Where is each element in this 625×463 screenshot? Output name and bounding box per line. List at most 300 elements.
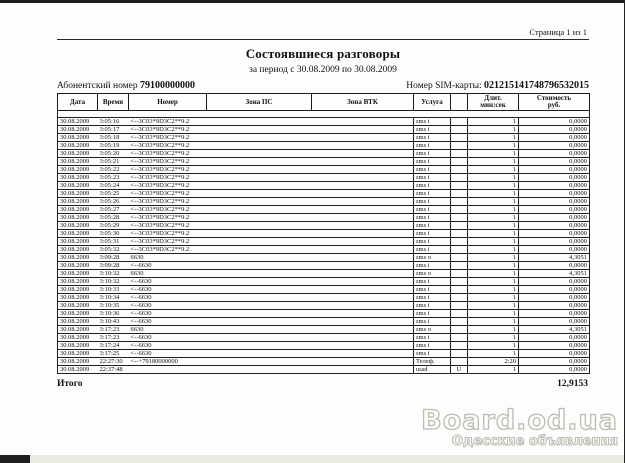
cell-date: 30.08.2009 <box>58 270 98 278</box>
cell-zps <box>207 358 312 366</box>
call-record-row <box>58 270 590 278</box>
cell-time: 3:05:19 <box>98 142 129 150</box>
call-record-row <box>58 318 590 326</box>
cell-time: 3:05:25 <box>98 190 129 198</box>
cell-flag <box>451 190 468 198</box>
col-header-date: Дата <box>58 94 98 111</box>
call-record-row <box>58 294 590 302</box>
cell-cost: 0,0000 <box>519 334 590 342</box>
cell-time: 3:05:23 <box>98 174 129 182</box>
cell-flag <box>451 286 468 294</box>
call-record-row <box>58 278 590 286</box>
cell-time: 3:05:26 <box>98 198 129 206</box>
cell-zvtk <box>312 286 414 294</box>
cell-zvtk <box>312 246 414 254</box>
cell-svc: sms o <box>414 326 451 334</box>
cell-time: 3:17:23 <box>98 334 129 342</box>
cell-zvtk <box>312 262 414 270</box>
cell-svc: sms i <box>414 174 451 182</box>
cell-flag <box>451 214 468 222</box>
call-record-row <box>58 310 590 318</box>
cell-num <box>129 366 207 374</box>
cell-date: 30.08.2009 <box>58 174 98 182</box>
cell-num: <--6630 <box>129 310 207 318</box>
call-record-row <box>58 150 590 158</box>
cell-dur: 1 <box>468 270 519 278</box>
cell-flag <box>451 222 468 230</box>
cell-date: 30.08.2009 <box>58 326 98 334</box>
cell-zvtk <box>312 310 414 318</box>
cell-cost: 0,0000 <box>519 198 590 206</box>
cell-num: <--3C03*9D3C2**9.2 <box>129 118 207 126</box>
cell-num: <--6630 <box>129 286 207 294</box>
call-record-row <box>58 246 590 254</box>
call-record-row <box>58 286 590 294</box>
cell-time: 3:05:22 <box>98 166 129 174</box>
cell-flag <box>451 262 468 270</box>
cell-num: <--3C03*9D3C2**9.2 <box>129 174 207 182</box>
cell-zps <box>207 142 312 150</box>
cell-num: <--3C03*9D3C2**9.2 <box>129 150 207 158</box>
cell-svc: sms i <box>414 118 451 126</box>
cell-num: 6630 <box>129 270 207 278</box>
cell-dur: 1 <box>468 166 519 174</box>
cell-date: 30.08.2009 <box>58 318 98 326</box>
call-record-row <box>58 334 590 342</box>
cell-date: 30.08.2009 <box>58 238 98 246</box>
col-header-dur: Длит. мин:сек <box>468 94 519 111</box>
cell-flag <box>451 358 468 366</box>
cell-zps <box>207 182 312 190</box>
cell-flag <box>451 182 468 190</box>
cell-date: 30.08.2009 <box>58 246 98 254</box>
col-header-zps: Зона ПС <box>207 94 312 111</box>
cell-zps <box>207 230 312 238</box>
cell-cost: 0,0000 <box>519 166 590 174</box>
cell-svc: sms i <box>414 190 451 198</box>
cell-zvtk <box>312 134 414 142</box>
call-record-row <box>58 262 590 270</box>
cell-date: 30.08.2009 <box>58 342 98 350</box>
cell-num: <--3C03*9D3C2**9.2 <box>129 214 207 222</box>
cell-zvtk <box>312 342 414 350</box>
cell-flag <box>451 158 468 166</box>
cell-flag <box>451 246 468 254</box>
cell-date: 30.08.2009 <box>58 158 98 166</box>
cell-cost: 0,0000 <box>519 358 590 366</box>
cell-zps <box>207 326 312 334</box>
cell-num: <--3C03*9D3C2**9.2 <box>129 238 207 246</box>
cell-svc: sms i <box>414 278 451 286</box>
header-rule <box>57 39 589 40</box>
cell-cost: 0,0000 <box>519 310 590 318</box>
cell-flag <box>451 174 468 182</box>
col-header-time: Время <box>98 94 129 111</box>
cell-flag <box>451 238 468 246</box>
cell-cost: 0,0000 <box>519 238 590 246</box>
cell-dur: 1 <box>468 214 519 222</box>
report-title: Состоявшиеся разговоры <box>245 46 401 61</box>
cell-svc: sms i <box>414 310 451 318</box>
cell-zps <box>207 150 312 158</box>
call-record-row <box>58 206 590 214</box>
cell-num: <--6630 <box>129 278 207 286</box>
cell-svc: sms i <box>414 126 451 134</box>
cell-flag <box>451 334 468 342</box>
cell-zvtk <box>312 198 414 206</box>
cell-zps <box>207 262 312 270</box>
cell-svc: sms i <box>414 350 451 358</box>
cell-zvtk <box>312 214 414 222</box>
cell-time: 22:37:48 <box>98 366 129 374</box>
call-record-row <box>58 366 590 374</box>
cell-num: <--6630 <box>129 334 207 342</box>
cell-svc: sms i <box>414 238 451 246</box>
cell-dur: 1 <box>468 206 519 214</box>
cell-dur: 1 <box>468 350 519 358</box>
cell-dur: 1 <box>468 334 519 342</box>
cell-date: 30.08.2009 <box>58 222 98 230</box>
call-record-row <box>58 342 590 350</box>
call-record-row <box>58 358 590 366</box>
cell-time: 22:27:30 <box>98 358 129 366</box>
cell-num: <--6630 <box>129 318 207 326</box>
cell-cost: 0,0000 <box>519 206 590 214</box>
cell-svc: sms i <box>414 294 451 302</box>
cell-num: <--6630 <box>129 302 207 310</box>
cell-cost: 0,0000 <box>519 134 590 142</box>
cell-svc: sms i <box>414 198 451 206</box>
cell-date: 30.08.2009 <box>58 134 98 142</box>
call-record-row <box>58 198 590 206</box>
cell-zps <box>207 206 312 214</box>
cell-svc: sms o <box>414 254 451 262</box>
cell-date: 30.08.2009 <box>58 310 98 318</box>
cell-date: 30.08.2009 <box>58 198 98 206</box>
cell-date: 30.08.2009 <box>58 254 98 262</box>
cell-cost: 0,0000 <box>519 158 590 166</box>
cell-zps <box>207 134 312 142</box>
totals-value: 12,9153 <box>557 379 588 390</box>
cell-dur: 1 <box>468 230 519 238</box>
call-record-row <box>58 222 590 230</box>
cell-time: 3:05:17 <box>98 126 129 134</box>
watermark-site-name: Board.od.ua <box>421 405 618 436</box>
col-header-cost: Стоимость руб. <box>519 94 590 111</box>
cell-zps <box>207 254 312 262</box>
cell-svc: sms i <box>414 302 451 310</box>
cell-zps <box>207 198 312 206</box>
cell-zps <box>207 278 312 286</box>
call-record-row <box>58 254 590 262</box>
cell-time: 3:10:34 <box>98 294 129 302</box>
page-number-label: Страница 1 из 1 <box>529 27 587 37</box>
cell-flag <box>451 302 468 310</box>
bottom-strip <box>0 455 625 463</box>
calls-table-body <box>58 111 590 374</box>
cell-dur: 1 <box>468 198 519 206</box>
cell-flag <box>451 166 468 174</box>
col-header-zvtk: Зона ВТК <box>312 94 414 111</box>
cell-num: <--3C03*9D3C2**9.2 <box>129 166 207 174</box>
cell-dur: 1 <box>468 254 519 262</box>
cell-zvtk <box>312 150 414 158</box>
cell-date: 30.08.2009 <box>58 190 98 198</box>
cell-svc: ussd <box>414 366 451 374</box>
cell-num: <--6630 <box>129 342 207 350</box>
cell-date: 30.08.2009 <box>58 118 98 126</box>
calls-table-header <box>58 94 590 111</box>
cell-cost: 0,0000 <box>519 262 590 270</box>
cell-dur: 1 <box>468 238 519 246</box>
cell-svc: sms i <box>414 342 451 350</box>
cell-num: <--6630 <box>129 350 207 358</box>
cell-dur: 1 <box>468 342 519 350</box>
cell-time: 3:10:32 <box>98 278 129 286</box>
cell-svc: sms i <box>414 230 451 238</box>
cell-zps <box>207 342 312 350</box>
cell-cost: 0,0000 <box>519 302 590 310</box>
cell-flag <box>451 270 468 278</box>
cell-dur: 1 <box>468 262 519 270</box>
cell-num: <--3C03*9D3C2**9.2 <box>129 222 207 230</box>
cell-num: <--3C03*9D3C2**9.2 <box>129 198 207 206</box>
cell-dur: 1 <box>468 158 519 166</box>
cell-num: 6630 <box>129 254 207 262</box>
cell-zvtk <box>312 182 414 190</box>
cell-flag <box>451 318 468 326</box>
cell-zps <box>207 190 312 198</box>
cell-dur: 1 <box>468 142 519 150</box>
cell-dur: 1 <box>468 126 519 134</box>
cell-time: 3:05:21 <box>98 158 129 166</box>
cell-flag <box>451 126 468 134</box>
call-record-row <box>58 118 590 126</box>
cell-zvtk <box>312 174 414 182</box>
cell-time: 3:05:16 <box>98 118 129 126</box>
billing-report-page <box>57 3 589 389</box>
subscriber-number-label: Абонентский номер <box>57 81 138 91</box>
cell-svc: sms o <box>414 270 451 278</box>
cell-zps <box>207 246 312 254</box>
cell-cost: 0,0000 <box>519 286 590 294</box>
cell-zps <box>207 270 312 278</box>
cell-flag <box>451 198 468 206</box>
cell-num: <--+79180000000 <box>129 358 207 366</box>
cell-flag <box>451 142 468 150</box>
cell-dur: 1 <box>468 286 519 294</box>
cell-time: 3:05:31 <box>98 238 129 246</box>
cell-date: 30.08.2009 <box>58 334 98 342</box>
cell-date: 30.08.2009 <box>58 350 98 358</box>
cell-flag <box>451 350 468 358</box>
call-record-row <box>58 214 590 222</box>
cell-flag <box>451 230 468 238</box>
call-record-row <box>58 230 590 238</box>
watermark-tagline: Одесские объявления <box>451 434 618 449</box>
cell-dur: 1 <box>468 318 519 326</box>
cell-svc: sms i <box>414 182 451 190</box>
cell-dur: 1 <box>468 302 519 310</box>
cell-num: <--3C03*9D3C2**9.2 <box>129 126 207 134</box>
sim-number-value: 021215141748796532015 <box>484 80 589 91</box>
cell-time: 3:17:23 <box>98 326 129 334</box>
cell-zvtk <box>312 278 414 286</box>
cell-cost: 0,0000 <box>519 342 590 350</box>
cell-zps <box>207 318 312 326</box>
cell-svc: sms i <box>414 318 451 326</box>
cell-zvtk <box>312 230 414 238</box>
cell-dur: 2:20 <box>468 358 519 366</box>
cell-num: <--3C03*9D3C2**9.2 <box>129 190 207 198</box>
cell-zvtk <box>312 254 414 262</box>
cell-svc: sms i <box>414 246 451 254</box>
cell-dur: 1 <box>468 174 519 182</box>
cell-date: 30.08.2009 <box>58 294 98 302</box>
cell-svc: sms i <box>414 142 451 150</box>
cell-cost: 4,3051 <box>519 270 590 278</box>
totals-row <box>57 379 589 389</box>
subscriber-number-value: 79100000000 <box>140 80 195 91</box>
cell-time: 3:05:18 <box>98 134 129 142</box>
cell-time: 3:05:32 <box>98 246 129 254</box>
cell-zvtk <box>312 222 414 230</box>
cell-date: 30.08.2009 <box>58 230 98 238</box>
col-header-flag <box>451 94 468 111</box>
cell-zps <box>207 366 312 374</box>
cell-date: 30.08.2009 <box>58 366 98 374</box>
call-record-row <box>58 302 590 310</box>
cell-time: 3:10:33 <box>98 286 129 294</box>
cell-date: 30.08.2009 <box>58 302 98 310</box>
cell-dur: 1 <box>468 366 519 374</box>
cell-time: 3:10:32 <box>98 270 129 278</box>
cell-zvtk <box>312 238 414 246</box>
cell-zvtk <box>312 318 414 326</box>
call-record-row <box>58 174 590 182</box>
call-record-row <box>58 126 590 134</box>
cell-dur: 1 <box>468 326 519 334</box>
cell-zvtk <box>312 166 414 174</box>
cell-time: 3:09:28 <box>98 254 129 262</box>
cell-num: <--3C03*9D3C2**9.2 <box>129 134 207 142</box>
cell-date: 30.08.2009 <box>58 166 98 174</box>
cell-time: 3:10:36 <box>98 310 129 318</box>
cell-cost: 0,0000 <box>519 294 590 302</box>
cell-time: 3:10:43 <box>98 318 129 326</box>
cell-dur: 1 <box>468 190 519 198</box>
cell-time: 3:05:30 <box>98 230 129 238</box>
cell-dur: 1 <box>468 222 519 230</box>
cell-zps <box>207 118 312 126</box>
call-record-row <box>58 166 590 174</box>
cell-flag <box>451 134 468 142</box>
bottom-left-chip <box>0 455 30 463</box>
cell-time: 3:10:35 <box>98 302 129 310</box>
cell-num: <--6630 <box>129 294 207 302</box>
cell-svc: Телеф. <box>414 358 451 366</box>
cell-dur: 1 <box>468 294 519 302</box>
call-record-row <box>58 326 590 334</box>
cell-svc: sms i <box>414 262 451 270</box>
cell-svc: sms i <box>414 134 451 142</box>
cell-flag <box>451 342 468 350</box>
cell-cost: 0,0000 <box>519 190 590 198</box>
call-record-row <box>58 134 590 142</box>
cell-time: 3:17:25 <box>98 350 129 358</box>
cell-flag <box>451 326 468 334</box>
cell-time: 3:05:20 <box>98 150 129 158</box>
cell-cost: 0,0000 <box>519 174 590 182</box>
cell-zvtk <box>312 126 414 134</box>
call-record-row <box>58 182 590 190</box>
cell-zvtk <box>312 190 414 198</box>
cell-zvtk <box>312 358 414 366</box>
watermark <box>421 405 618 449</box>
cell-num: 6630 <box>129 326 207 334</box>
call-record-row <box>58 190 590 198</box>
cell-flag <box>451 254 468 262</box>
cell-cost: 0,0000 <box>519 118 590 126</box>
col-header-num: Номер <box>129 94 207 111</box>
cell-num: <--3C03*9D3C2**9.2 <box>129 182 207 190</box>
calls-table <box>57 93 590 374</box>
cell-time: 3:05:29 <box>98 222 129 230</box>
account-info-row <box>57 80 589 91</box>
cell-zvtk <box>312 158 414 166</box>
call-record-row <box>58 350 590 358</box>
cell-zps <box>207 222 312 230</box>
cell-zps <box>207 286 312 294</box>
cell-cost: 4,3051 <box>519 254 590 262</box>
cell-cost: 0,0000 <box>519 182 590 190</box>
cell-zps <box>207 294 312 302</box>
totals-label: Итого <box>57 379 83 390</box>
cell-flag <box>451 294 468 302</box>
cell-time: 3:05:24 <box>98 182 129 190</box>
cell-svc: sms i <box>414 166 451 174</box>
col-header-svc: Услуга <box>414 94 451 111</box>
sim-number-line <box>406 80 589 91</box>
cell-date: 30.08.2009 <box>58 150 98 158</box>
cell-flag <box>451 150 468 158</box>
call-record-row <box>58 142 590 150</box>
cell-cost: 0,0000 <box>519 366 590 374</box>
cell-flag: U <box>451 366 468 374</box>
cell-num: <--3C03*9D3C2**9.2 <box>129 246 207 254</box>
cell-zps <box>207 350 312 358</box>
cell-zvtk <box>312 294 414 302</box>
cell-dur: 1 <box>468 246 519 254</box>
cell-svc: sms i <box>414 222 451 230</box>
cell-date: 30.08.2009 <box>58 262 98 270</box>
cell-cost: 0,0000 <box>519 350 590 358</box>
cell-dur: 1 <box>468 134 519 142</box>
cell-zvtk <box>312 142 414 150</box>
report-period: за период с 30.08.2009 по 30.08.2009 <box>249 65 397 75</box>
cell-dur: 1 <box>468 118 519 126</box>
cell-time: 3:09:28 <box>98 262 129 270</box>
cell-cost: 0,0000 <box>519 246 590 254</box>
cell-zvtk <box>312 302 414 310</box>
cell-cost: 0,0000 <box>519 222 590 230</box>
cell-dur: 1 <box>468 150 519 158</box>
cell-date: 30.08.2009 <box>58 142 98 150</box>
cell-date: 30.08.2009 <box>58 126 98 134</box>
cell-flag <box>451 206 468 214</box>
cell-date: 30.08.2009 <box>58 182 98 190</box>
cell-zvtk <box>312 350 414 358</box>
